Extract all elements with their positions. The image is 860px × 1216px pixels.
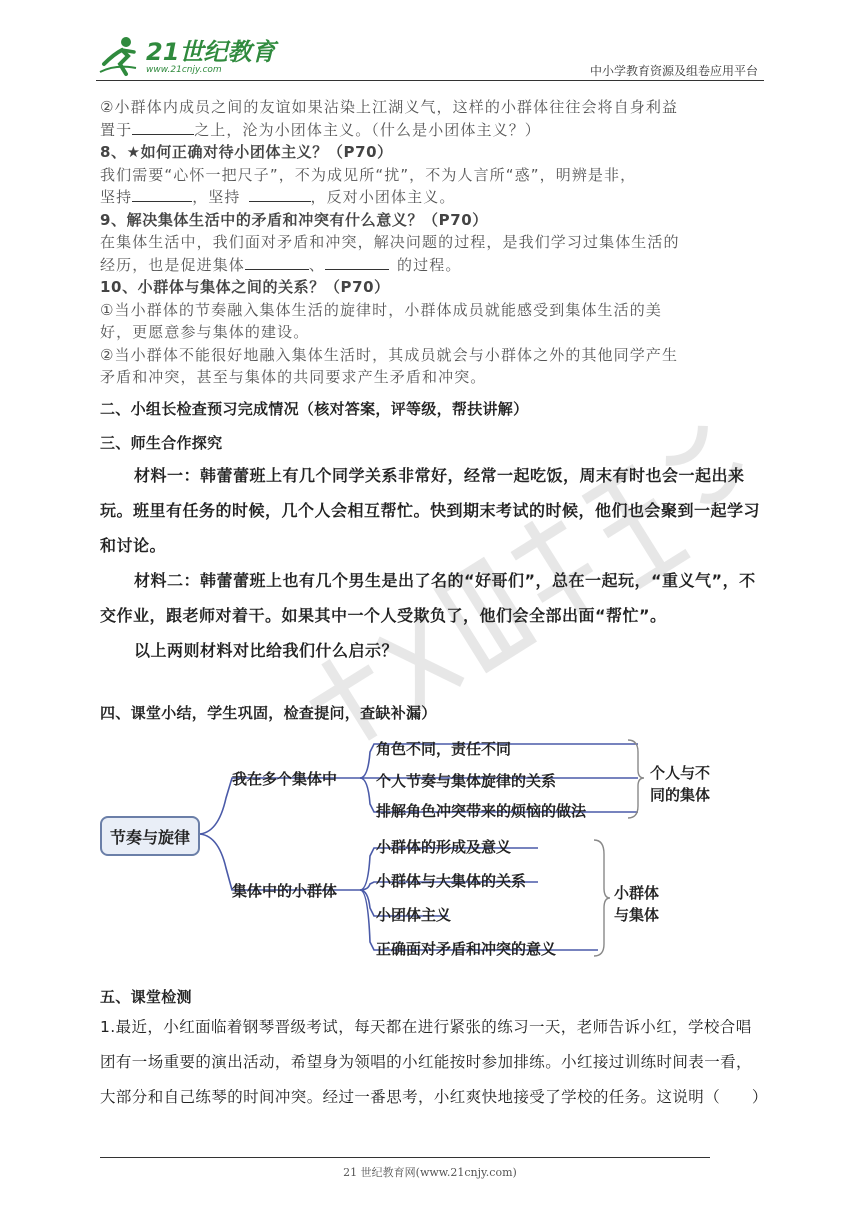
mind-map <box>98 738 738 970</box>
branch-small-groups: 集体中的小群体 <box>232 882 338 900</box>
branch1-item-2: 个人节奏与集体旋律的关系 <box>376 772 557 790</box>
answer-blank[interactable] <box>245 255 309 270</box>
branch1-note: 个人与不 同的集体 <box>650 764 711 804</box>
test-question-1: 1.最近，小红面临着钢琴晋级考试，每天都在进行紧张的练习一天，老师告诉小红，学校合唱团有一场重要的演出活动，希望身为领唱的小红能按时参加排练。小红接过训练时间表一看，大部分和自己练琴的时间冲突。经过一番思考，小红爽快地接受了学校的任务。这说明（ ） <box>100 1018 768 1106</box>
mind-map-root: 节奏与旋律 <box>100 816 200 856</box>
item2-line2: 置于 之上，沦为小团体主义。（什么是小团体主义？） <box>100 120 541 139</box>
item2-line1: ②小群体内成员之间的友谊如果沾染上江湖义气，这样的小群体往往会将自身利益 <box>100 98 679 116</box>
material-2: 材料二：韩蕾蕾班上也有几个男生是出了名的“好哥们”，总在一起玩，“重义气”，不交作业，跟老师对着干。如果其中一个人受欺负了，他们会全部出面“帮忙”。 <box>100 571 756 625</box>
page-header <box>0 0 860 90</box>
branch2-item-2: 小群体与大集体的关系 <box>376 872 527 890</box>
site-logo <box>96 34 275 80</box>
runner-logo-icon <box>96 34 142 80</box>
branch1-item-3: 排解角色冲突带来的烦恼的做法 <box>376 802 587 820</box>
section-3-title: 三、师生合作探究 <box>100 434 223 452</box>
branch2-item-4: 正确面对矛盾和冲突的意义 <box>376 940 557 958</box>
answer-blank[interactable] <box>132 120 194 135</box>
answer-blank[interactable] <box>132 187 192 202</box>
q9-line1: 在集体生活中，我们面对矛盾和冲突，解决问题的过程，是我们学习过集体生活的 <box>100 233 680 251</box>
section-5-title: 五、课堂检测 <box>100 988 192 1006</box>
header-divider <box>96 80 764 81</box>
q9-line2: 经历，也是促进集体 、 的过程。 <box>100 255 462 274</box>
material-question: 以上两则材料对比给我们什么启示？ <box>134 641 399 660</box>
question-8: 8、★如何正确对待小团体主义？（P70） <box>100 143 393 161</box>
question-9: 9、解决集体生活中的矛盾和冲突有什么意义？（P70） <box>100 210 488 229</box>
section-2-title: 二、小组长检查预习完成情况（核对答案，评等级，帮扶讲解） <box>100 400 529 418</box>
preview-answers <box>100 96 762 389</box>
q8-line2: 坚持 ，坚持 ，反对小团体主义。 <box>100 188 456 206</box>
section-4-title: 四、课堂小结，学生巩固，检查提问，查缺补漏） <box>100 704 437 722</box>
answer-blank[interactable] <box>325 255 389 270</box>
logo-url: www.21cnjy.com <box>146 64 222 75</box>
branch2-item-1: 小群体的形成及意义 <box>376 838 512 856</box>
q10-line1: ①当小群体的节奏融入集体生活的旋律时，小群体成员就能感受到集体生活的美 <box>100 300 662 319</box>
footer-divider <box>100 1157 710 1158</box>
q10-line3: ②当小群体不能很好地融入集体生活时，其成员就会与小群体之外的其他同学产生 <box>100 345 679 364</box>
question-10: 10、小群体与集体之间的关系？（P70） <box>100 278 390 296</box>
q8-line1: 我们需要“心怀一把尺子”，不为成见所“扰”，不为人言所“惑”，明辨是非， <box>100 165 637 184</box>
branch-multiple-groups: 我在多个集体中 <box>232 770 338 788</box>
q10-line4: 矛盾和冲突，甚至与集体的共同要求产生矛盾和冲突。 <box>100 368 487 386</box>
logo-title: 21世纪教育 <box>146 37 276 66</box>
q10-line2: 好，更愿意参与集体的建设。 <box>100 323 310 341</box>
page-footer: 21 世纪教育网(www.21cnjy.com) <box>343 1166 517 1179</box>
material-1: 材料一：韩蕾蕾班上有几个同学关系非常好，经常一起吃饭，周末有时也会一起出来玩。班里有任务的时候，几个人会相互帮忙。快到期末考试的时候，他们也会聚到一起学习和讨论。 <box>100 466 761 555</box>
platform-name: 中小学教育资源及组卷应用平台 <box>589 64 758 78</box>
branch1-item-1: 角色不同，责任不同 <box>376 740 512 758</box>
branch2-item-3: 小团体主义 <box>376 906 452 924</box>
branch2-note: 小群体 与集体 <box>614 884 660 924</box>
answer-blank[interactable] <box>249 187 311 202</box>
